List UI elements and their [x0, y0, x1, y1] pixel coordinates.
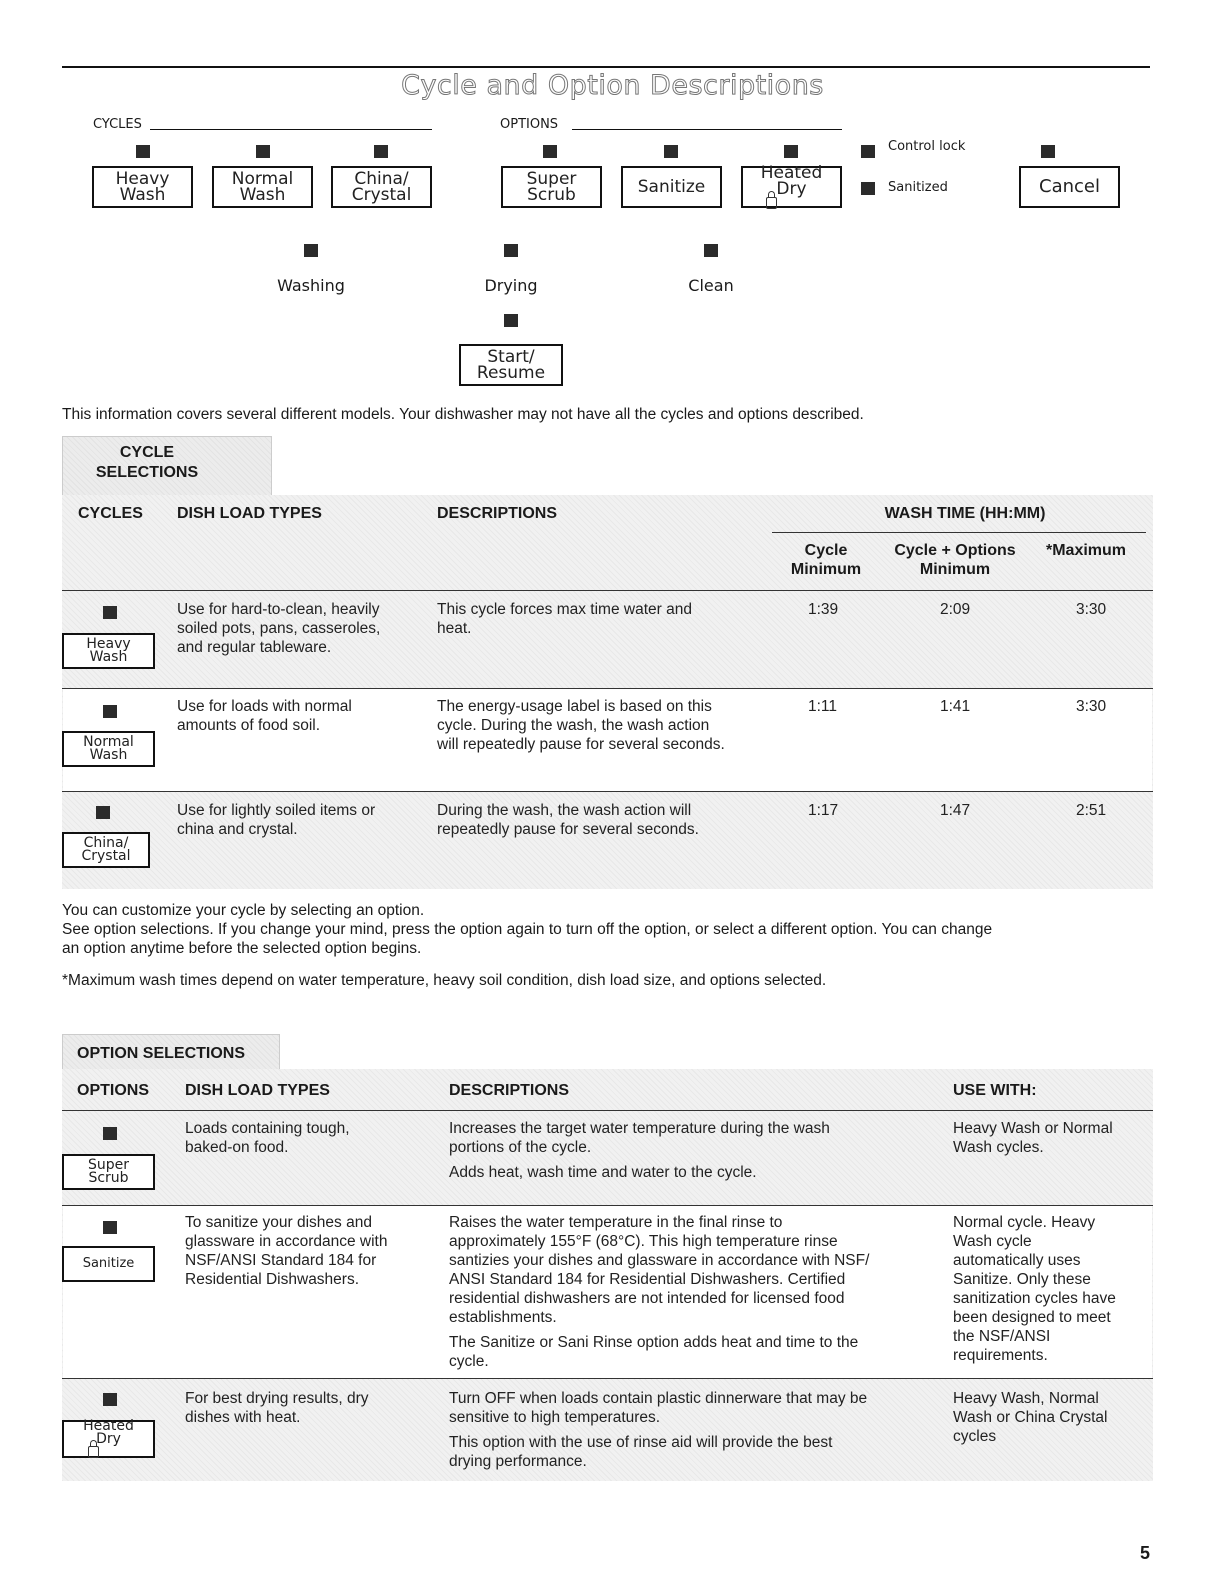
row-normal-wash-button: [62, 731, 155, 767]
option-row-2-rule: [62, 1378, 1153, 1379]
lock-icon: [766, 197, 777, 209]
row-super-scrub-line-2: Scrub: [88, 1170, 129, 1186]
start-resume-line-2: Resume: [476, 363, 546, 383]
page-title: Cycle and Option Descriptions: [401, 70, 824, 101]
heavy-wash-dish-load: [177, 600, 380, 657]
cycles-caption: CYCLES: [93, 117, 142, 132]
drying-label: Drying: [484, 276, 538, 295]
normal-wash-description-1: The energy-usage label is based on this: [437, 698, 712, 715]
china-crystal-cycle-opt-min: 1:47: [940, 802, 971, 819]
cancel-button[interactable]: [1019, 166, 1120, 208]
super-scrub-led: [543, 145, 557, 158]
customize-text-3: an option anytime before the selected option begins.: [62, 940, 422, 957]
options-header: OPTIONS: [77, 1082, 150, 1099]
cycle-row-2-rule: [62, 791, 1153, 792]
normal-wash-dish-load-2: amounts of food soil.: [177, 717, 321, 734]
super-scrub-button[interactable]: [501, 166, 602, 208]
heated-dry-description-1: Turn OFF when loads contain plastic dinnerware that may be: [449, 1390, 868, 1407]
china-crystal-line-2: Crystal: [351, 185, 412, 205]
option-selections-tab: OPTION SELECTIONS: [62, 1034, 280, 1070]
normal-wash-line-2: Wash: [239, 185, 286, 205]
heated-dry-use-with-3: cycles: [953, 1428, 997, 1445]
normal-wash-dish-load-1: Use for loads with normal: [177, 698, 352, 715]
wash-time-rule: [772, 532, 1146, 533]
row-heavy-wash-led: [103, 606, 117, 619]
normal-wash-cycle-min: 1:11: [808, 698, 838, 715]
sanitize-description-2: approximately 155°F (68°C). This high temperature rinse: [449, 1233, 838, 1250]
row-sanitize-label: Sanitize: [82, 1255, 135, 1271]
control-lock-label: Control lock: [888, 139, 966, 154]
cycle-options-line-2: Minimum: [919, 561, 991, 578]
china-crystal-button[interactable]: [331, 166, 432, 208]
clean-label: Clean: [688, 276, 734, 295]
super-scrub-line-1: Super: [526, 168, 577, 189]
sanitize-use-with-1: Normal cycle. Heavy: [953, 1214, 1096, 1231]
heated-dry-led: [784, 145, 798, 158]
sanitize-dish-load: [185, 1213, 387, 1289]
heated-dry-description-4: drying performance.: [449, 1453, 587, 1470]
sanitize-use-with-6: been designed to meet: [953, 1309, 1111, 1326]
cancel-label: Cancel: [1039, 176, 1100, 198]
descriptions-header: DESCRIPTIONS: [437, 505, 558, 522]
china-crystal-description: [437, 801, 699, 839]
super-scrub-use-with: [953, 1119, 1113, 1157]
cycle-minimum-header: [776, 541, 876, 579]
heavy-wash-line-1: Heavy: [115, 168, 170, 189]
top-rule: [62, 66, 1150, 68]
heated-dry-use-with-2: Wash or China Crystal: [953, 1409, 1108, 1426]
normal-wash-description: [437, 697, 725, 754]
row-heated-dry-led: [103, 1393, 117, 1406]
china-crystal-description-1: During the wash, the wash action will: [437, 802, 692, 819]
row-china-crystal-led: [96, 806, 110, 819]
cycle-tab-line-2: SELECTIONS: [95, 464, 199, 481]
wash-time-header: WASH TIME (HH:MM): [884, 505, 1046, 522]
row-normal-wash-led: [103, 705, 117, 718]
row-heavy-wash-button: [62, 633, 155, 669]
china-crystal-led: [374, 145, 388, 158]
option-dish-load-header: DISH LOAD TYPES: [185, 1082, 330, 1099]
row-lock-icon: [88, 1446, 99, 1458]
sanitized-led: [861, 182, 875, 195]
heated-dry-description-3: This option with the use of rinse aid will provide the best: [449, 1434, 833, 1451]
cycle-options-minimum-header: [880, 541, 1030, 579]
options-caption: OPTIONS: [500, 117, 559, 132]
start-resume-button[interactable]: [459, 344, 563, 386]
normal-wash-line-1: Normal: [231, 168, 294, 189]
option-descriptions-header: DESCRIPTIONS: [449, 1082, 570, 1099]
intro-text: This information covers several different models. Your dishwasher may not have all the cycles and options described.: [62, 406, 864, 423]
super-scrub-description: [449, 1119, 830, 1182]
sanitize-label: Sanitize: [637, 176, 706, 197]
start-resume-line-1: Start/: [487, 346, 535, 367]
china-crystal-cycle-min: 1:17: [808, 802, 839, 819]
china-crystal-description-2: repeatedly pause for several seconds.: [437, 821, 699, 838]
normal-wash-description-3: will repeatedly pause for several seconds.: [437, 736, 725, 753]
sanitize-description-5: residential dishwashers are not intended for licensed food: [449, 1290, 845, 1307]
row-china-crystal-button: [62, 832, 150, 868]
heavy-wash-button[interactable]: [92, 166, 193, 208]
super-scrub-dish-load-1: Loads containing tough,: [185, 1120, 350, 1137]
sanitize-description-6: establishments.: [449, 1309, 557, 1326]
heated-dry-description: [449, 1389, 867, 1471]
sanitize-button[interactable]: [621, 166, 722, 208]
heavy-wash-description-1: This cycle forces max time water and: [437, 601, 692, 618]
row-heated-dry-line-1: Heated: [83, 1417, 134, 1434]
sanitize-led: [664, 145, 678, 158]
row-sanitize-led: [103, 1221, 117, 1234]
heavy-wash-led: [136, 145, 150, 158]
cycle-options-line-1: Cycle + Options: [894, 542, 1016, 559]
sanitize-use-with-4: Sanitize. Only these: [953, 1271, 1091, 1288]
use-with-header: USE WITH:: [953, 1082, 1037, 1099]
sanitize-use-with-5: sanitization cycles have: [953, 1290, 1116, 1307]
normal-wash-maximum: 3:30: [1076, 698, 1107, 715]
customize-text-1: You can customize your cycle by selecting an option.: [62, 902, 425, 919]
super-scrub-dish-load: [185, 1119, 350, 1157]
sanitize-use-with-7: the NSF/ANSI: [953, 1328, 1051, 1345]
options-caption-rule: [572, 129, 842, 130]
row-super-scrub-button: [62, 1154, 155, 1190]
drying-led: [504, 244, 518, 257]
heavy-wash-dish-load-3: and regular tableware.: [177, 639, 332, 656]
heavy-wash-description: [437, 600, 692, 638]
sanitize-use-with-2: Wash cycle: [953, 1233, 1032, 1250]
cycle-minimum-line-1: Cycle: [804, 542, 848, 559]
dish-load-types-header: DISH LOAD TYPES: [177, 505, 322, 522]
super-scrub-description-2: portions of the cycle.: [449, 1139, 592, 1156]
cycle-selections-tab: [62, 436, 272, 496]
sanitize-description: [449, 1213, 869, 1371]
row-normal-wash-line-2: Wash: [89, 747, 128, 763]
heated-dry-description-2: sensitive to high temperatures.: [449, 1409, 661, 1426]
customize-text-2: See option selections. If you change your mind, press the option again to turn off the option, or select a different option. You can change: [62, 921, 993, 938]
row-super-scrub-line-1: Super: [87, 1156, 129, 1173]
row-china-crystal-line-2: Crystal: [81, 848, 131, 864]
page-number: 5: [1139, 1543, 1150, 1563]
heated-dry-dish-load: [185, 1389, 368, 1427]
sanitize-description-4: ANSI Standard 184 for Residential Dishwashers. Certified: [449, 1271, 846, 1288]
heated-dry-dish-load-2: dishes with heat.: [185, 1409, 301, 1426]
super-scrub-description-1: Increases the target water temperature during the wash: [449, 1120, 830, 1137]
sanitize-dish-load-2: glassware in accordance with: [185, 1233, 388, 1250]
cycle-header-rule: [62, 590, 1153, 591]
maximum-note: *Maximum wash times depend on water temperature, heavy soil condition, dish load size, and options selected.: [62, 972, 827, 989]
heavy-wash-description-2: heat.: [437, 620, 472, 637]
sanitize-dish-load-4: Residential Dishwashers.: [185, 1271, 360, 1288]
washing-label: Washing: [277, 276, 345, 295]
sanitize-dish-load-1: To sanitize your dishes and: [185, 1214, 372, 1231]
washing-led: [304, 244, 318, 257]
china-crystal-maximum: 2:51: [1076, 802, 1107, 819]
super-scrub-use-with-1: Heavy Wash or Normal: [953, 1120, 1113, 1137]
normal-wash-button[interactable]: [212, 166, 313, 208]
heavy-wash-dish-load-2: soiled pots, pans, casseroles,: [177, 620, 381, 637]
row-heated-dry-line-2: [83, 1433, 134, 1458]
heated-dry-line-2-text: Dry: [776, 179, 807, 199]
super-scrub-dish-load-2: baked-on food.: [185, 1139, 289, 1156]
row-sanitize-button: [62, 1246, 155, 1282]
china-crystal-line-1: China/: [354, 168, 409, 189]
heavy-wash-cycle-opt-min: 2:09: [940, 601, 971, 618]
super-scrub-description-3: Adds heat, wash time and water to the cycle.: [449, 1164, 757, 1181]
normal-wash-dish-load: [177, 697, 352, 735]
super-scrub-use-with-2: Wash cycles.: [953, 1139, 1044, 1156]
heavy-wash-cycle-min: 1:39: [808, 601, 839, 618]
cycles-caption-rule: [150, 129, 432, 130]
cycle-tab-line-1: CYCLE: [119, 444, 175, 461]
super-scrub-line-2: Scrub: [527, 185, 576, 205]
row-china-crystal-line-1: China/: [83, 834, 129, 851]
normal-wash-description-2: cycle. During the wash, the wash action: [437, 717, 710, 734]
china-crystal-dish-load: [177, 801, 375, 839]
sanitize-description-8: cycle.: [449, 1353, 489, 1370]
sanitize-description-7: The Sanitize or Sani Rinse option adds heat and time to the: [449, 1334, 859, 1351]
customize-text: [62, 901, 1172, 958]
row-heavy-wash-line-1: Heavy: [86, 635, 131, 652]
row-normal-wash-line-1: Normal: [83, 733, 134, 750]
row-heavy-wash-line-2: Wash: [89, 649, 128, 665]
sanitized-label: Sanitized: [888, 180, 948, 195]
sanitize-use-with-3: automatically uses: [953, 1252, 1081, 1269]
heated-dry-button[interactable]: [741, 162, 842, 208]
heavy-wash-maximum: 3:30: [1076, 601, 1107, 618]
china-crystal-dish-load-2: china and crystal.: [177, 821, 298, 838]
heated-dry-line-1: Heated: [760, 162, 823, 183]
normal-wash-led: [256, 145, 270, 158]
heavy-wash-line-2: Wash: [119, 185, 166, 205]
normal-wash-cycle-opt-min: 1:41: [940, 698, 971, 715]
china-crystal-dish-load-1: Use for lightly soiled items or: [177, 802, 376, 819]
heated-dry-line-2: [761, 181, 823, 209]
clean-led: [704, 244, 718, 257]
maximum-header: *Maximum: [1046, 542, 1127, 559]
heated-dry-dish-load-1: For best drying results, dry: [185, 1390, 369, 1407]
sanitize-use-with: [953, 1213, 1116, 1365]
row-super-scrub-led: [103, 1127, 117, 1140]
cycle-minimum-line-2: Minimum: [790, 561, 862, 578]
option-header-rule: [62, 1110, 1153, 1111]
start-resume-led: [504, 314, 518, 327]
cancel-led: [1041, 145, 1055, 158]
sanitize-dish-load-3: NSF/ANSI Standard 184 for: [185, 1252, 377, 1269]
cycles-header: CYCLES: [78, 505, 143, 522]
sanitize-description-3: santizies your dishes and glassware in accordance with NSF/: [449, 1252, 870, 1269]
heated-dry-use-with: [953, 1389, 1107, 1446]
sanitize-description-1: Raises the water temperature in the final rinse to: [449, 1214, 783, 1231]
row-heated-dry-button: [62, 1417, 155, 1458]
control-lock-led: [861, 145, 875, 158]
row-heated-dry-line-2-text: Dry: [96, 1431, 121, 1447]
sanitize-use-with-8: requirements.: [953, 1347, 1048, 1364]
heated-dry-use-with-1: Heavy Wash, Normal: [953, 1390, 1099, 1407]
heavy-wash-dish-load-1: Use for hard-to-clean, heavily: [177, 601, 380, 618]
